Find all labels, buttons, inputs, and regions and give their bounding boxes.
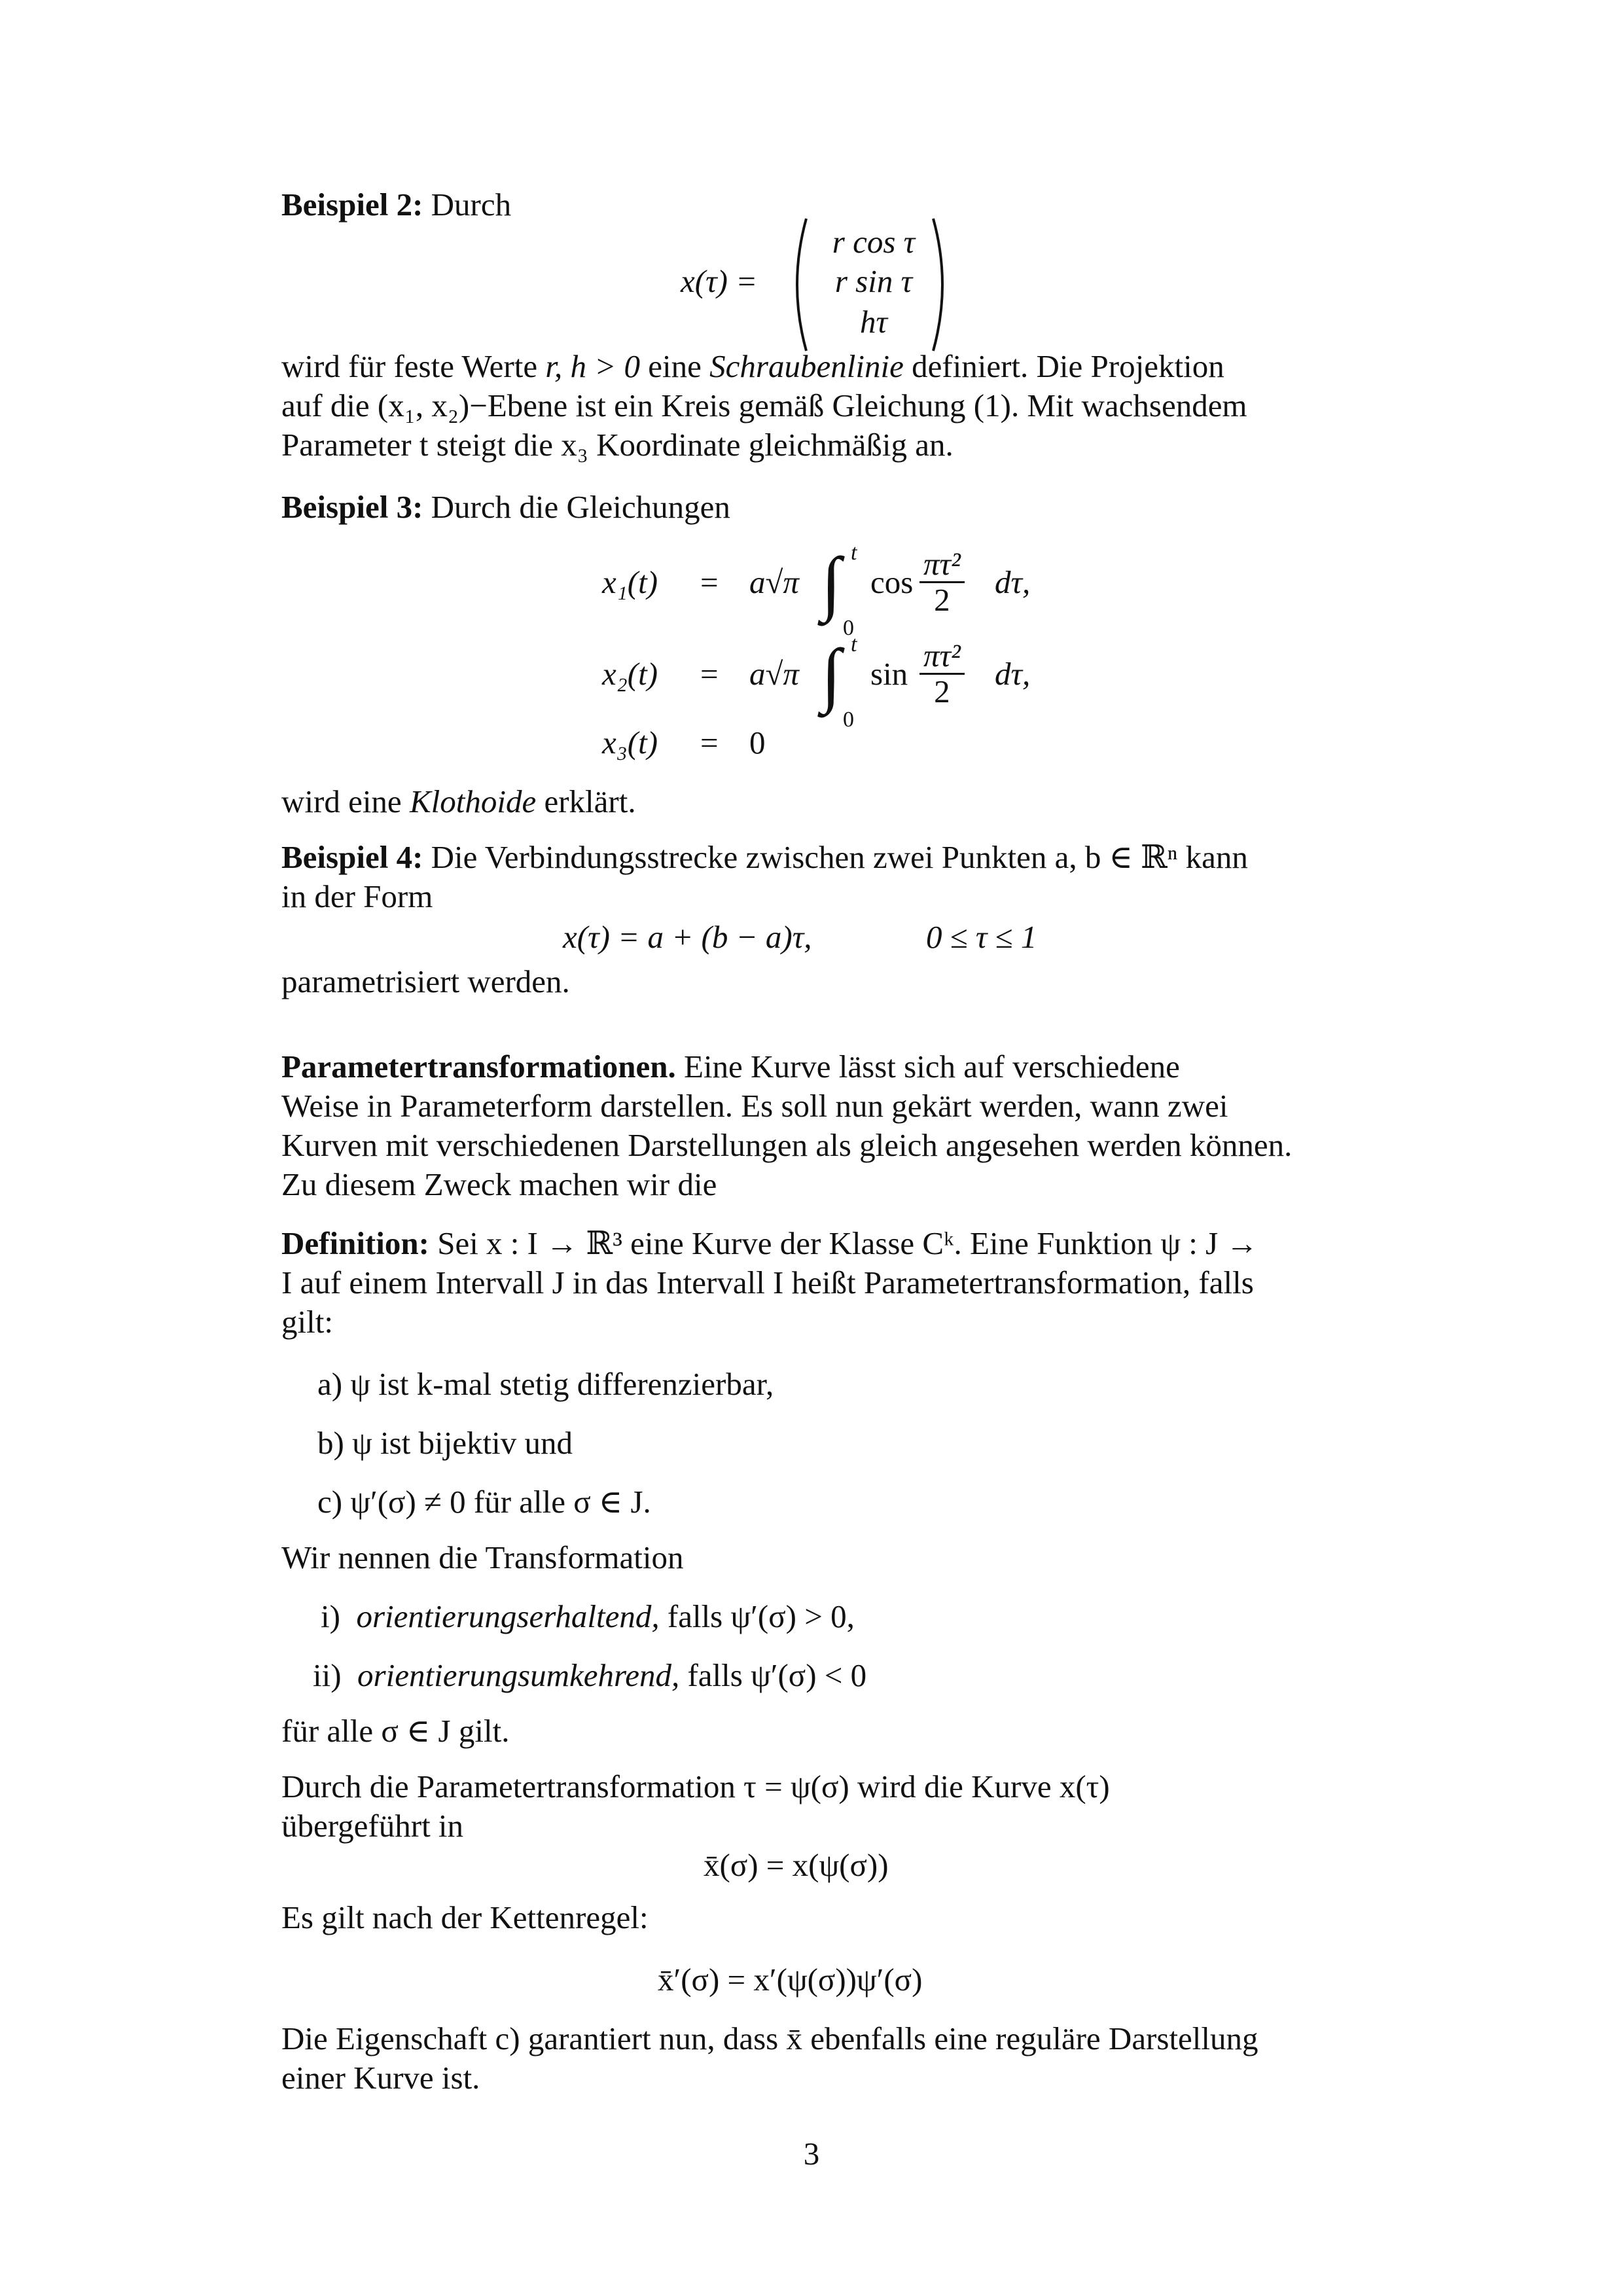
example-4-line-1 xyxy=(281,838,1348,877)
kettenregel-line: Es gilt nach der Kettenregel: xyxy=(281,1899,649,1935)
eq1-lower-limit: 0 xyxy=(843,616,854,640)
example-2-text-c: eine xyxy=(648,348,702,384)
term-schraubenlinie: Schraubenlinie xyxy=(709,348,904,384)
example-4-formula: x(τ) = a + (b − a)τ, xyxy=(563,919,812,955)
param-line-2: Weise in Parameterform darstellen. Es soll nun gekärt werden, wann zwei xyxy=(281,1088,1228,1124)
item-ii-rest: falls ψ′(σ) < 0 xyxy=(687,1657,867,1693)
example-4-label: Beispiel 4: xyxy=(281,839,423,875)
example-3-after-b: erklärt. xyxy=(544,783,636,819)
eq2-lower-limit: 0 xyxy=(843,708,854,732)
definition-item-b: b) ψ ist bijektiv und xyxy=(317,1425,573,1461)
example-2-label: Beispiel 2: xyxy=(281,187,423,223)
example-4-line-2: in der Form xyxy=(281,878,433,914)
example-2-vector-row-2: r sin τ xyxy=(834,263,913,299)
item-ii-label: ii) xyxy=(313,1657,342,1693)
eq2-lhs: x₂(t) xyxy=(602,656,658,692)
eq3-equals: = xyxy=(700,725,719,761)
item-i-rest: falls ψ′(σ) > 0, xyxy=(667,1598,855,1634)
param-line-1-text: Eine Kurve lässt sich auf verschiedene xyxy=(684,1049,1180,1085)
eq2-equals: = xyxy=(700,656,719,692)
page-number: 3 xyxy=(803,2136,820,2172)
definition-line-1-text: Sei x : I → ℝ³ eine Kurve der Klasse Cᵏ. Eine Funktion ψ : J → xyxy=(437,1225,1258,1261)
eq1-lhs: x₁(t) xyxy=(602,564,658,600)
eq2-denominator: 2 xyxy=(934,673,950,709)
fuer-alle: für alle σ ∈ J gilt. xyxy=(281,1713,510,1749)
eq3-zero: 0 xyxy=(749,725,766,761)
eq2-fraction xyxy=(919,639,965,709)
example-4-after: parametrisiert werden. xyxy=(281,963,570,999)
definition-item-a: a) ψ ist k-mal stetig differenzierbar, xyxy=(317,1366,774,1402)
final-line-1: Die Eigenschaft c) garantiert nun, dass x̄ ebenfalls eine reguläre Darstellung xyxy=(281,2020,1258,2056)
trans-equation-1: x̄(σ) = x(ψ(σ)) xyxy=(704,1847,889,1883)
example-2-text-line-2: auf die (x₁, x₂)−Ebene ist ein Kreis gemäß Gleichung (1). Mit wachsendem xyxy=(281,387,1247,423)
wir-nennen: Wir nennen die Transformation xyxy=(281,1539,684,1575)
definition-item-c: c) ψ′(σ) ≠ 0 für alle σ ∈ J. xyxy=(317,1484,651,1520)
example-2-text-b: r, h > 0 xyxy=(545,348,641,384)
term-orientierungsumkehrend: orientierungsumkehrend, xyxy=(357,1657,680,1693)
trans-line-1: Durch die Parametertransformation τ = ψ(σ) wird die Kurve x(τ) xyxy=(281,1768,1110,1804)
param-line-1 xyxy=(281,1047,1348,1086)
eq2-dtau: dτ, xyxy=(995,656,1031,692)
item-i-label: i) xyxy=(321,1598,340,1634)
term-klothoide: Klothoide xyxy=(409,783,537,819)
example-2-text-line-3: Parameter t steigt die x₃ Koordinate gleichmäßig an. xyxy=(281,427,954,463)
example-3-label: Beispiel 3: xyxy=(281,489,423,525)
eq3-lhs: x₃(t) xyxy=(602,725,658,761)
right-paren-icon xyxy=(929,216,955,353)
param-line-3: Kurven mit verschiedenen Darstellungen als gleich angesehen werden können. xyxy=(281,1127,1293,1163)
definition-label: Definition: xyxy=(281,1225,429,1261)
definition-line-3: gilt: xyxy=(281,1304,333,1340)
trans-equation-2: x̄′(σ) = x′(ψ(σ))ψ′(σ) xyxy=(658,1962,923,1998)
eq1-coef: a√π xyxy=(749,564,799,600)
left-paren-icon xyxy=(784,216,810,353)
eq1-equals: = xyxy=(700,564,719,600)
term-orientierungserhaltend: orientierungserhaltend, xyxy=(356,1598,660,1634)
eq1-fraction xyxy=(919,547,965,617)
example-4-range: 0 ≤ τ ≤ 1 xyxy=(926,919,1037,955)
example-4-text: Die Verbindungsstrecke zwischen zwei Punkten a, b ∈ ℝⁿ kann xyxy=(431,839,1248,875)
eq1-denominator: 2 xyxy=(934,582,950,618)
example-3-intro: Durch die Gleichungen xyxy=(431,489,730,525)
trans-line-2: übergeführt in xyxy=(281,1808,464,1844)
example-3-after-a: wird eine xyxy=(281,783,402,819)
eq1-dtau: dτ, xyxy=(995,564,1031,600)
integral-sign-icon: ∫ xyxy=(821,634,842,714)
param-line-4: Zu diesem Zweck machen wir die xyxy=(281,1166,717,1202)
example-2-intro: Durch xyxy=(431,187,512,223)
example-3-after-line xyxy=(281,782,636,821)
example-2-lhs: x(τ) = xyxy=(681,263,758,299)
eq1-numerator: πτ² xyxy=(919,547,965,583)
example-2-text-line-1 xyxy=(281,347,1348,386)
example-2-heading-line xyxy=(281,185,511,224)
eq2-numerator: πτ² xyxy=(919,639,965,675)
eq2-upper-limit: t xyxy=(851,632,857,656)
param-heading: Parametertransformationen. xyxy=(281,1049,676,1085)
example-2-vector-row-3: hτ xyxy=(859,304,888,340)
example-2-text-a: wird für feste Werte xyxy=(281,348,538,384)
eq2-sin: sin xyxy=(870,656,908,692)
orientation-item-i xyxy=(321,1597,855,1636)
example-3-heading-line xyxy=(281,488,730,527)
integral-sign-icon: ∫ xyxy=(821,543,842,622)
orientation-item-ii xyxy=(313,1656,866,1695)
final-line-2: einer Kurve ist. xyxy=(281,2060,480,2096)
definition-line-2: I auf einem Intervall J in das Intervall I heißt Parametertransformation, falls xyxy=(281,1265,1254,1300)
eq1-cos: cos xyxy=(870,564,914,600)
eq1-upper-limit: t xyxy=(851,541,857,565)
definition-line-1 xyxy=(281,1224,1348,1263)
example-2-text-d: definiert. Die Projektion xyxy=(912,348,1224,384)
eq2-coef: a√π xyxy=(749,656,799,692)
example-2-vector-row-1: r cos τ xyxy=(832,224,916,260)
